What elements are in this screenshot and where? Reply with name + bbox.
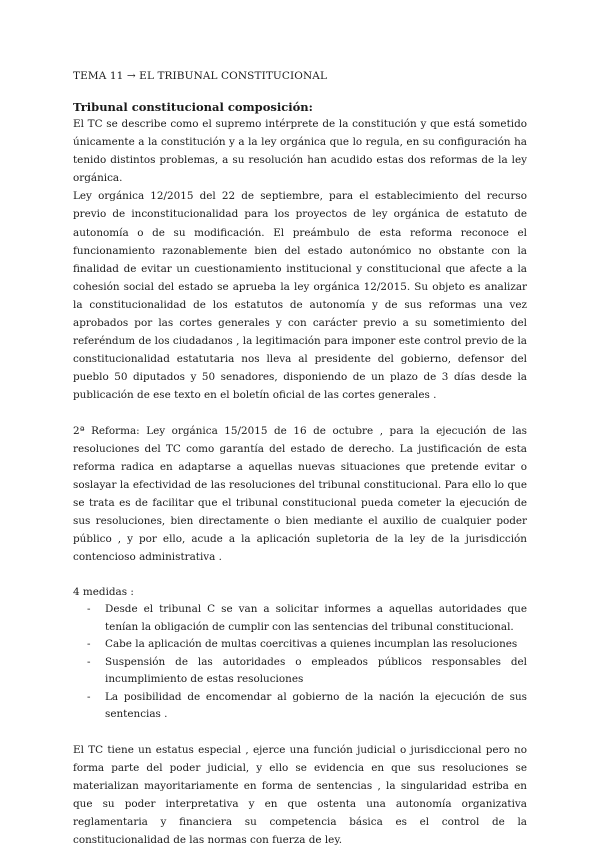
dash-bullet: - — [87, 603, 91, 616]
spacer — [73, 405, 527, 422]
dash-bullet: - — [87, 655, 91, 668]
list-item-text: La posibilidad de encomendar al gobierno de la nación la ejecución de sus sentencias . — [105, 690, 527, 721]
spacer — [73, 724, 527, 741]
list-item — [87, 601, 527, 636]
paragraph-second-reform: 2ª Reforma: Ley orgánica 15/2015 de 16 de octubre , para la ejecución de las resoluciones del TC como garantía del estado de derecho. La justificación de esta reforma radica en adaptarse a aquellas nuevas situaciones que pretende evitar o soslayar la efectividad de las resoluciones del tribunal constitucional. Para ello lo que se trata es de facilitar que el tribunal constitucional pueda cometer la ejecución de sus resoluciones, bien directamente o bien mediante el auxilio de cualquier poder público , y por ello, acude a la aplicación supletoria de la ley de la jurisdicción contencioso administrativa . — [73, 424, 527, 564]
list-item — [87, 636, 527, 654]
paragraph-status: El TC tiene un estatus especial , ejerce una función judicial o jurisdiccional pero no forma parte del poder judicial, y ello se evidencia en que sus resoluciones se materializan mayoritariamente en forma de sentencias , la singularidad estriba en que su poder interpretativa y en que ostenta una autonomía organizativa reglamentaria y financiera su competencia básica es el control de la constitucionalidad de las normas con fuerza de ley. — [73, 743, 527, 847]
measures-list — [73, 601, 527, 724]
paragraph-first-reform: Ley orgánica 12/2015 del 22 de septiembre, para el establecimiento del recurso previo de inconstitucionalidad para los proyectos de ley orgánica de estatuto de autonomía o de su modificación. El preámbulo de esta reforma reconoce el funcionamiento razonablemente bien del estado autonómico no obstante con la finalidad de evitar un cuestionamiento institucional y constitucional que afecte a la cohesión social del estado se aprueba la ley orgánica 12/2015. Su objeto es analizar la constitucionalidad de los estatutos de autonomía y de sus reformas una vez aprobados por las cortes generales y con carácter previo a su sometimiento del referéndum de los ciudadanos , la legitimación para imponer este control previo de la constitucionalidad estatutaria nos lleva al presidente del gobierno, defensor del pueblo 50 diputados y 50 senadores, disponiendo de un plazo de 3 días desde la publicación de ese texto en el boletín oficial de las cortes generales . — [73, 190, 527, 402]
list-item-text: Suspensión de las autoridades o empleados públicos responsables del incumplimiento de estas resoluciones — [105, 655, 527, 686]
measures-label: 4 medidas : — [73, 586, 134, 599]
paragraph-intro: El TC se describe como el supremo intérprete de la constitución y que está sometido únicamente a la constitución y a la ley orgánica que lo regula, en su configuración ha tenido distintos problemas, a su resolución han acudido estas dos reformas de la ley orgánica. — [73, 118, 527, 185]
list-item — [87, 654, 527, 689]
list-item-text: Cabe la aplicación de multas coercitivas a quienes incumplan las resoluciones — [105, 638, 518, 651]
list-item — [87, 689, 527, 724]
section-heading: Tribunal constitucional composición: — [73, 100, 313, 114]
spacer — [73, 566, 527, 583]
dash-bullet: - — [87, 638, 91, 651]
document-title: TEMA 11 → EL TRIBUNAL CONSTITUCIONAL — [73, 70, 328, 82]
list-item-text: Desde el tribunal C se van a solicitar informes a aquellas autoridades que tenían la obligación de cumplir con las sentencias del tribunal constitucional. — [105, 603, 527, 633]
dash-bullet: - — [87, 690, 91, 703]
